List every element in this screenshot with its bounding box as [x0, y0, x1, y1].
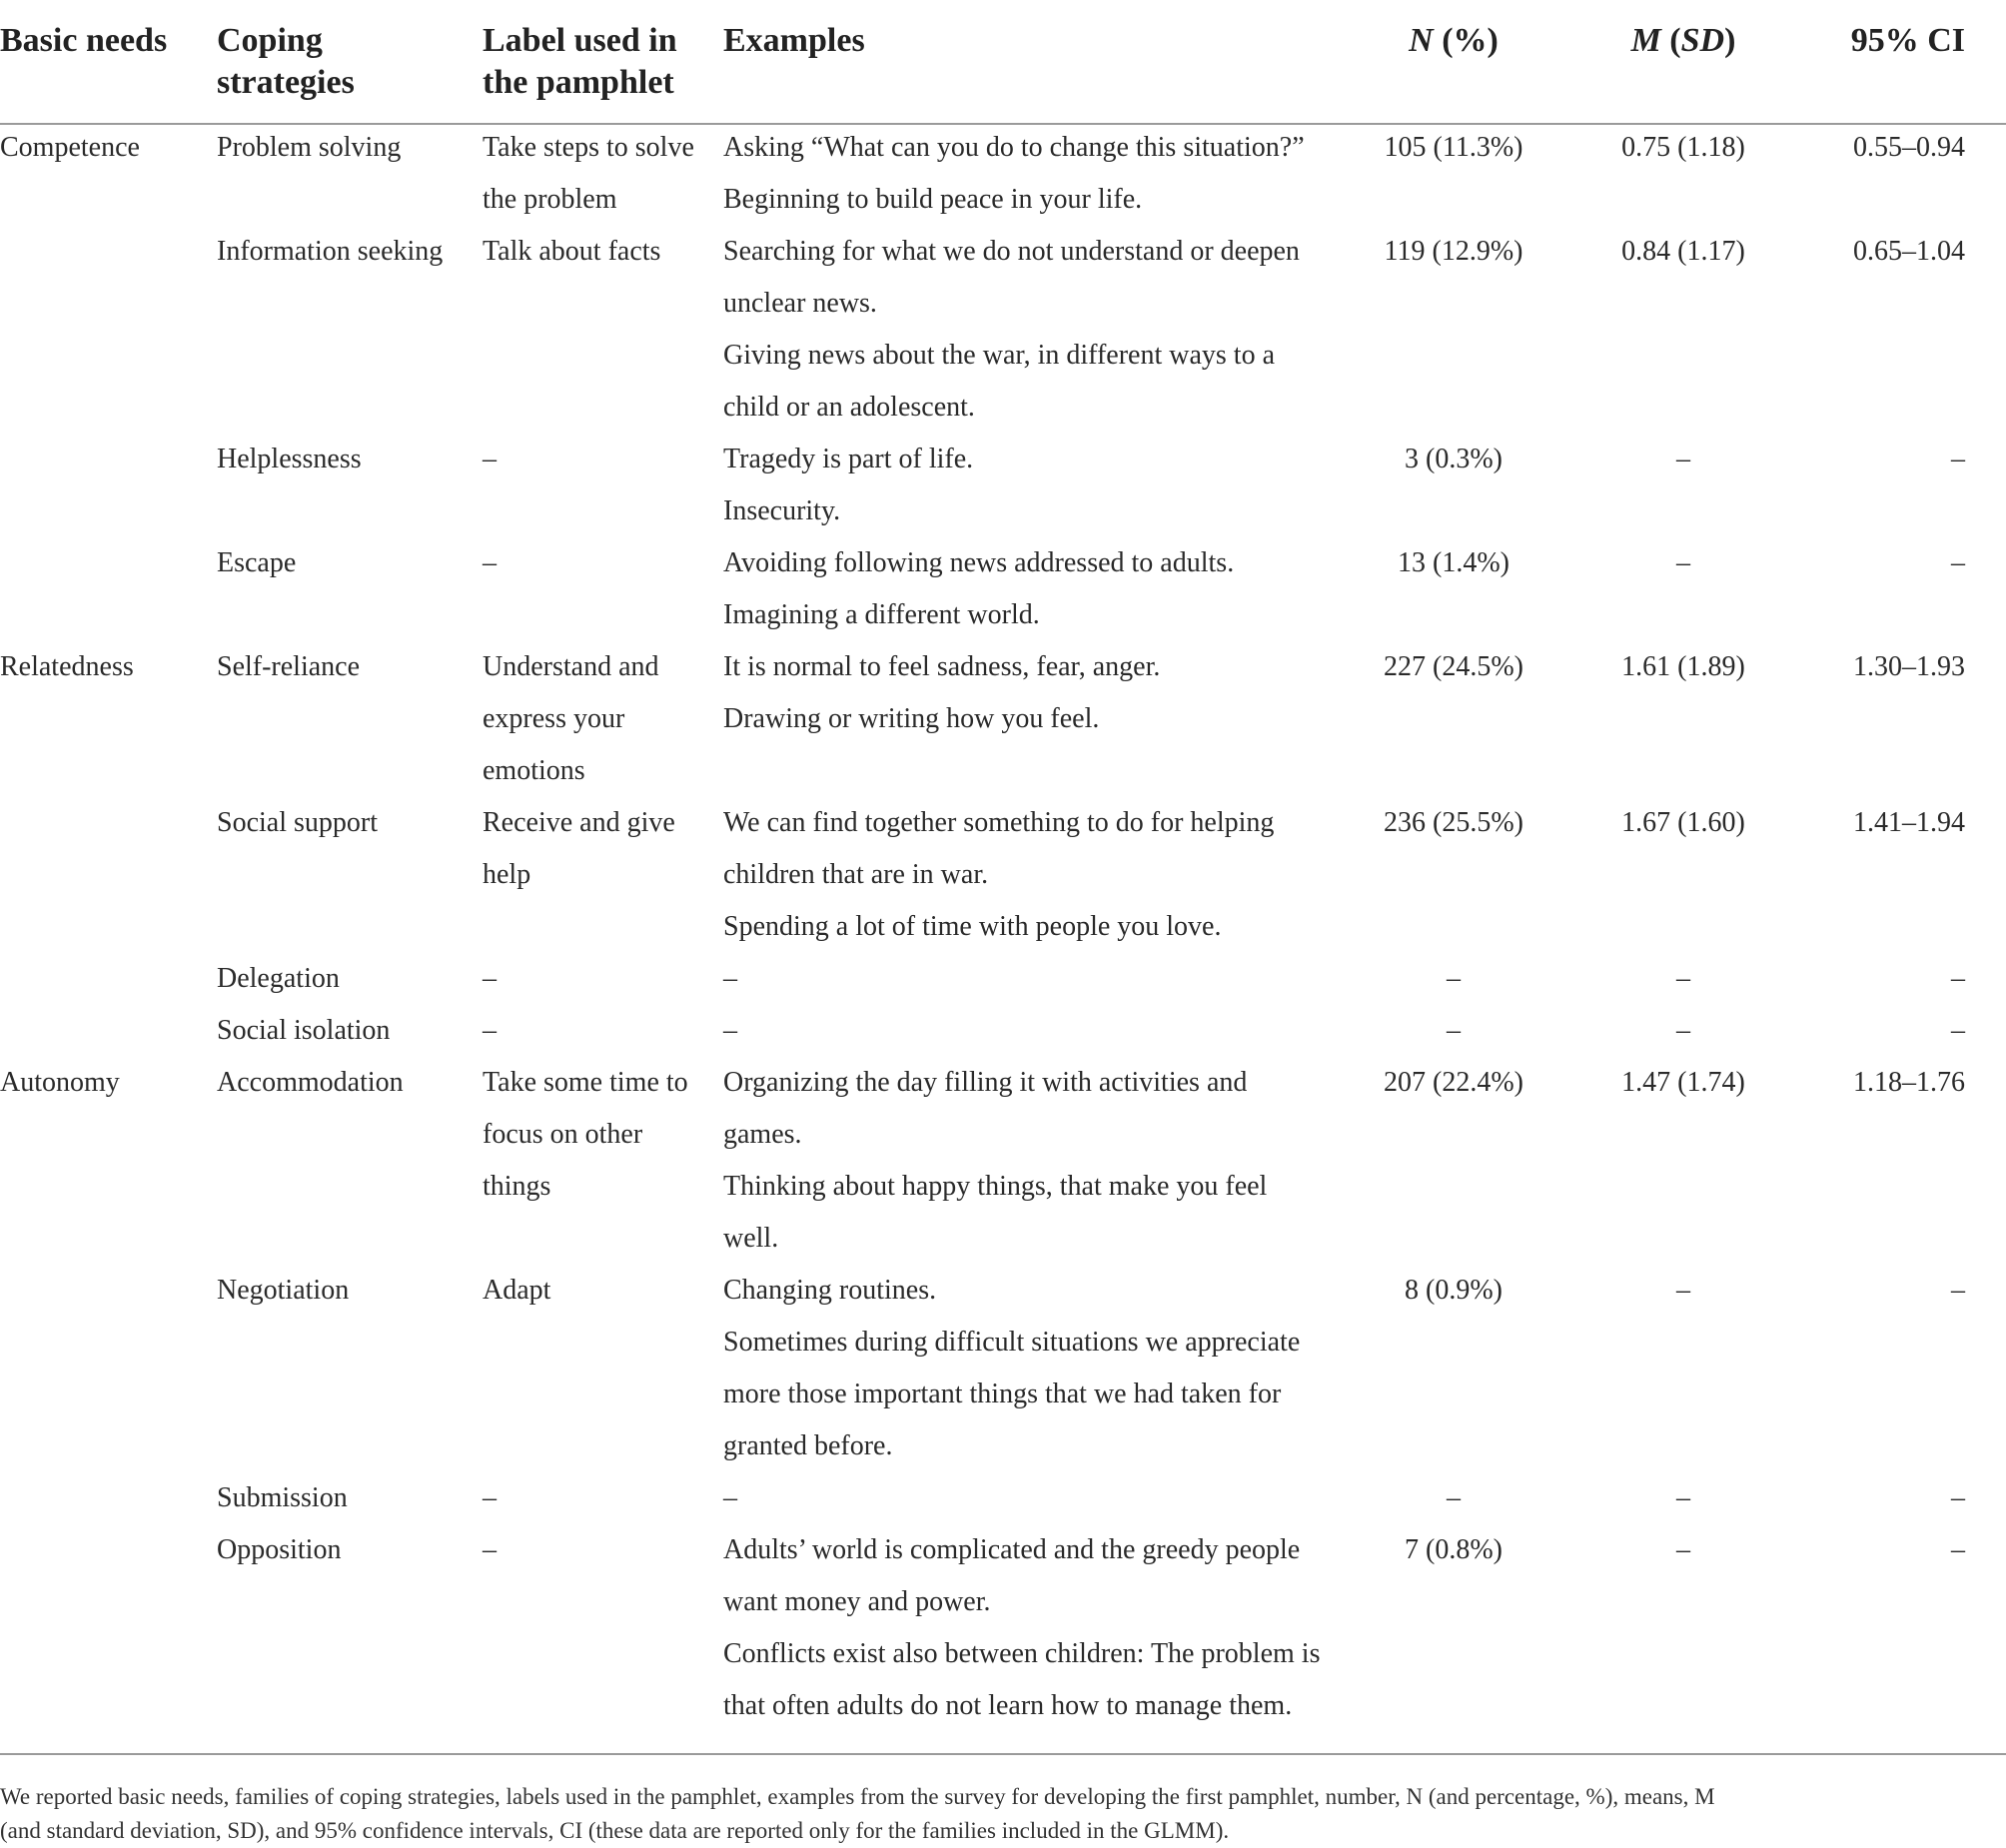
pamphlet-label-line: Take some time to	[483, 1067, 688, 1098]
example-line: Adults’ world is complicated and the greedy people	[723, 1534, 1301, 1565]
basic-need-cell: Competence	[0, 132, 140, 163]
pamphlet-label-line: focus on other	[483, 1119, 643, 1150]
header-sd-italic: SD	[1680, 22, 1725, 59]
ci-cell: 0.55–0.94	[1853, 132, 1965, 163]
example-line: Sometimes during difficult situations we appreciate	[723, 1327, 1301, 1358]
header-coping-strategies	[217, 20, 355, 104]
example-line: child or an adolescent.	[723, 392, 975, 423]
mean-sd-cell: 1.61 (1.89)	[1621, 651, 1745, 682]
ci-cell: 0.65–1.04	[1853, 236, 1965, 267]
example-line: Avoiding following news addressed to adults.	[723, 547, 1235, 578]
ci-cell: –	[1951, 547, 1965, 578]
n-percent-cell: –	[1447, 963, 1461, 994]
pamphlet-label-line: –	[483, 1015, 497, 1046]
example-line: Tragedy is part of life.	[723, 444, 974, 474]
mean-sd-cell: –	[1676, 1534, 1690, 1565]
mean-sd-cell: –	[1676, 963, 1690, 994]
n-percent-cell: –	[1447, 1482, 1461, 1513]
mean-sd-cell: –	[1676, 1015, 1690, 1046]
pamphlet-label-line: things	[483, 1171, 551, 1202]
pamphlet-label-line: emotions	[483, 755, 585, 786]
coping-strategy-cell: Delegation	[217, 963, 340, 994]
pamphlet-label-line: express your	[483, 703, 625, 734]
mean-sd-cell: 0.84 (1.17)	[1621, 236, 1745, 267]
header-label-line2: the pamphlet	[483, 64, 674, 101]
example-line: unclear news.	[723, 288, 877, 319]
n-percent-cell: –	[1447, 1015, 1461, 1046]
ci-cell: –	[1951, 1534, 1965, 1565]
n-percent-cell: 7 (0.8%)	[1405, 1534, 1503, 1565]
coping-strategy-cell: Escape	[217, 547, 297, 578]
mean-sd-cell: 0.75 (1.18)	[1621, 132, 1745, 163]
pamphlet-label-line: help	[483, 859, 531, 890]
pamphlet-label-line: –	[483, 1534, 497, 1565]
header-ci: 95% CI	[1850, 22, 1965, 59]
header-coping-line2: strategies	[217, 64, 355, 101]
pamphlet-label-line: Understand and	[483, 651, 659, 682]
mean-sd-cell: –	[1676, 547, 1690, 578]
header-examples: Examples	[723, 22, 865, 59]
example-line: Spending a lot of time with people you love.	[723, 911, 1222, 942]
mean-sd-cell: 1.47 (1.74)	[1621, 1067, 1745, 1098]
example-line: Changing routines.	[723, 1275, 937, 1306]
ci-cell: 1.41–1.94	[1853, 807, 1965, 838]
mean-sd-cell: 1.67 (1.60)	[1621, 807, 1745, 838]
example-line: Organizing the day filling it with activities and	[723, 1067, 1248, 1098]
pamphlet-label-line: the problem	[483, 184, 617, 215]
n-percent-cell: 236 (25.5%)	[1384, 807, 1523, 838]
coping-strategy-cell: Negotiation	[217, 1275, 350, 1306]
example-line: that often adults do not learn how to manage them.	[723, 1690, 1293, 1721]
header-label	[483, 20, 677, 104]
header-label-line1: Label used in	[483, 22, 677, 59]
example-line: games.	[723, 1119, 802, 1150]
basic-need-cell: Relatedness	[0, 651, 134, 682]
mean-sd-cell: –	[1676, 1482, 1690, 1513]
coping-strategy-cell: Accommodation	[217, 1067, 404, 1098]
coping-strategy-cell: Social isolation	[217, 1015, 391, 1046]
example-line: Drawing or writing how you feel.	[723, 703, 1100, 734]
pamphlet-label-line: Adapt	[483, 1275, 551, 1306]
pamphlet-label-line: –	[483, 547, 497, 578]
pamphlet-label-line: –	[483, 1482, 497, 1513]
coping-strategy-cell: Social support	[217, 807, 378, 838]
example-line: children that are in war.	[723, 859, 989, 890]
table-footnote	[0, 1780, 1993, 1848]
example-line: Beginning to build peace in your life.	[723, 184, 1143, 215]
ci-cell: –	[1951, 1275, 1965, 1306]
ci-cell: –	[1951, 444, 1965, 474]
header-n-rest: (%)	[1433, 22, 1499, 59]
example-line: –	[723, 1015, 737, 1046]
example-line: We can find together something to do for helping	[723, 807, 1275, 838]
header-m-italic: M	[1630, 22, 1661, 59]
basic-need-cell: Autonomy	[0, 1067, 120, 1098]
coping-strategy-cell: Problem solving	[217, 132, 402, 163]
footnote-line2: (and standard deviation, SD), and 95% confidence intervals, CI (these data are reported only for the families included in the GLMM).	[0, 1818, 1230, 1843]
coping-strategy-cell: Information seeking	[217, 236, 444, 267]
n-percent-cell: 105 (11.3%)	[1384, 132, 1523, 163]
example-line: –	[723, 1482, 737, 1513]
header-n-italic: N	[1409, 22, 1434, 59]
mean-sd-cell: –	[1676, 444, 1690, 474]
coping-strategy-cell: Opposition	[217, 1534, 342, 1565]
header-m-close: )	[1724, 22, 1736, 59]
mean-sd-cell: –	[1676, 1275, 1690, 1306]
pamphlet-label-line: –	[483, 444, 497, 474]
ci-cell: 1.30–1.93	[1853, 651, 1965, 682]
pamphlet-label-line: –	[483, 963, 497, 994]
ci-cell: –	[1951, 1015, 1965, 1046]
n-percent-cell: 119 (12.9%)	[1384, 236, 1523, 267]
example-line: want money and power.	[723, 1586, 991, 1617]
n-percent-cell: 8 (0.9%)	[1405, 1275, 1503, 1306]
n-percent-cell: 227 (24.5%)	[1384, 651, 1523, 682]
ci-cell: –	[1951, 963, 1965, 994]
pamphlet-label-line: Receive and give	[483, 807, 675, 838]
coping-strategy-cell: Submission	[217, 1482, 348, 1513]
ci-cell: –	[1951, 1482, 1965, 1513]
header-coping-line1: Coping	[217, 22, 323, 59]
header-m-sd	[1583, 20, 1783, 62]
example-line: Asking “What can you do to change this situation?”	[723, 132, 1305, 163]
n-percent-cell: 13 (1.4%)	[1398, 547, 1509, 578]
footer-rule	[0, 1753, 2006, 1755]
example-line: Thinking about happy things, that make you feel	[723, 1171, 1268, 1202]
coping-strategy-cell: Self-reliance	[217, 651, 361, 682]
coping-strategy-cell: Helplessness	[217, 444, 362, 474]
example-line: It is normal to feel sadness, fear, anger.	[723, 651, 1161, 682]
example-line: Giving news about the war, in different ways to a	[723, 340, 1276, 371]
example-line: –	[723, 963, 737, 994]
example-line: Conflicts exist also between children: The problem is	[723, 1638, 1321, 1669]
example-line: Searching for what we do not understand or deepen	[723, 236, 1300, 267]
example-line: Insecurity.	[723, 495, 841, 526]
example-line: more those important things that we had taken for	[723, 1379, 1282, 1409]
pamphlet-label-line: Take steps to solve	[483, 132, 694, 163]
header-basic-needs: Basic needs	[0, 22, 168, 59]
example-line: well.	[723, 1223, 779, 1254]
n-percent-cell: 207 (22.4%)	[1384, 1067, 1523, 1098]
footnote-line1: We reported basic needs, families of coping strategies, labels used in the pamphlet, examples from the survey for developing the first pamphlet, number, N (and percentage, %), means, M	[0, 1784, 1715, 1809]
example-line: Imagining a different world.	[723, 599, 1040, 630]
example-line: granted before.	[723, 1430, 893, 1461]
header-m-open: (	[1660, 22, 1681, 59]
pamphlet-label-line: Talk about facts	[483, 236, 661, 267]
ci-cell: 1.18–1.76	[1853, 1067, 1965, 1098]
header-n	[1359, 20, 1548, 62]
n-percent-cell: 3 (0.3%)	[1405, 444, 1503, 474]
